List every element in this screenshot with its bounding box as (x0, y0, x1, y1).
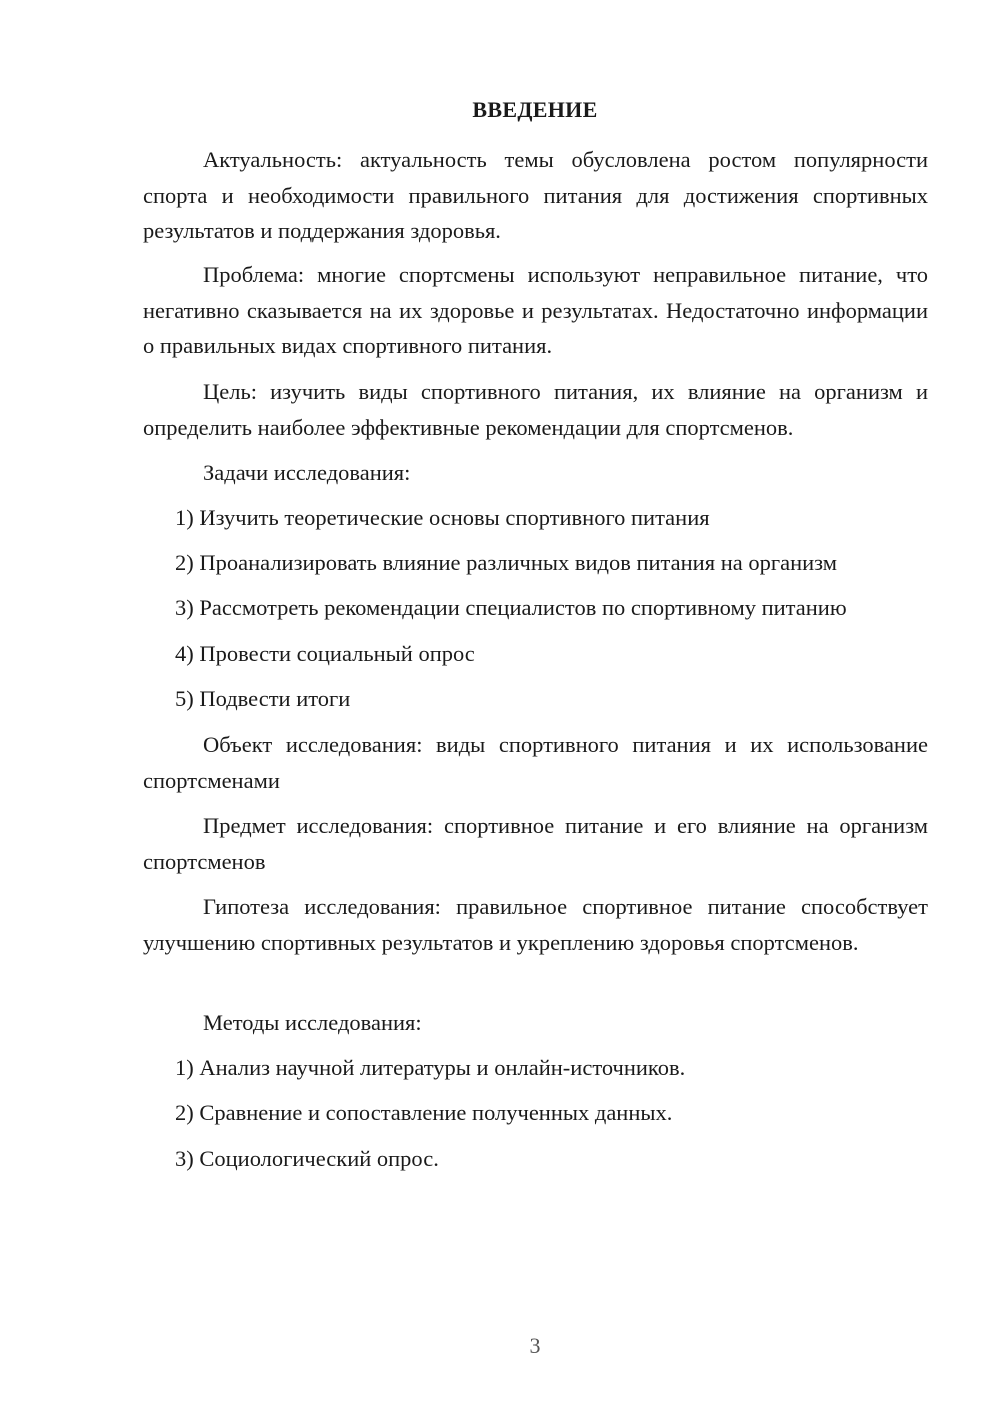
methods-heading: Методы исследования: (203, 1010, 422, 1035)
task-item: 3) Рассмотреть рекомендации специалистов по спортивному питанию (175, 595, 847, 620)
goal-paragraph: Цель: изучить виды спортивного питания, их влияние на организм и определить наиболее эффективные рекомендации для спортсменов. (143, 379, 928, 440)
page-number: 3 (529, 1333, 541, 1358)
method-item: 2) Сравнение и сопоставление полученных данных. (175, 1100, 673, 1125)
problem-paragraph: Проблема: многие спортсмены используют неправильное питание, что негативно сказывается на их здоровье и результатах. Недостаточно информации о правильных видах спортивного питания. (143, 262, 928, 358)
task-item: 1) Изучить теоретические основы спортивного питания (175, 505, 710, 530)
object-paragraph: Объект исследования: виды спортивного питания и их использование спортсменами (143, 732, 928, 793)
task-item: 5) Подвести итоги (175, 686, 351, 711)
relevance-paragraph: Актуальность: актуальность темы обусловлена ростом популярности спорта и необходимости правильного питания для достижения спортивных результатов и поддержания здоровья. (143, 147, 928, 243)
page-title: ВВЕДЕНИЕ (472, 97, 598, 122)
method-item: 1) Анализ научной литературы и онлайн-источников. (175, 1055, 686, 1080)
subject-paragraph: Предмет исследования: спортивное питание и его влияние на организм спортсменов (143, 813, 928, 874)
tasks-heading: Задачи исследования: (203, 460, 411, 485)
task-item: 2) Проанализировать влияние различных видов питания на организм (175, 550, 837, 575)
hypothesis-paragraph: Гипотеза исследования: правильное спортивное питание способствует улучшению спортивных результатов и укреплению здоровья спортсменов. (143, 894, 928, 955)
method-item: 3) Социологический опрос. (175, 1146, 439, 1171)
task-item: 4) Провести социальный опрос (175, 641, 475, 666)
